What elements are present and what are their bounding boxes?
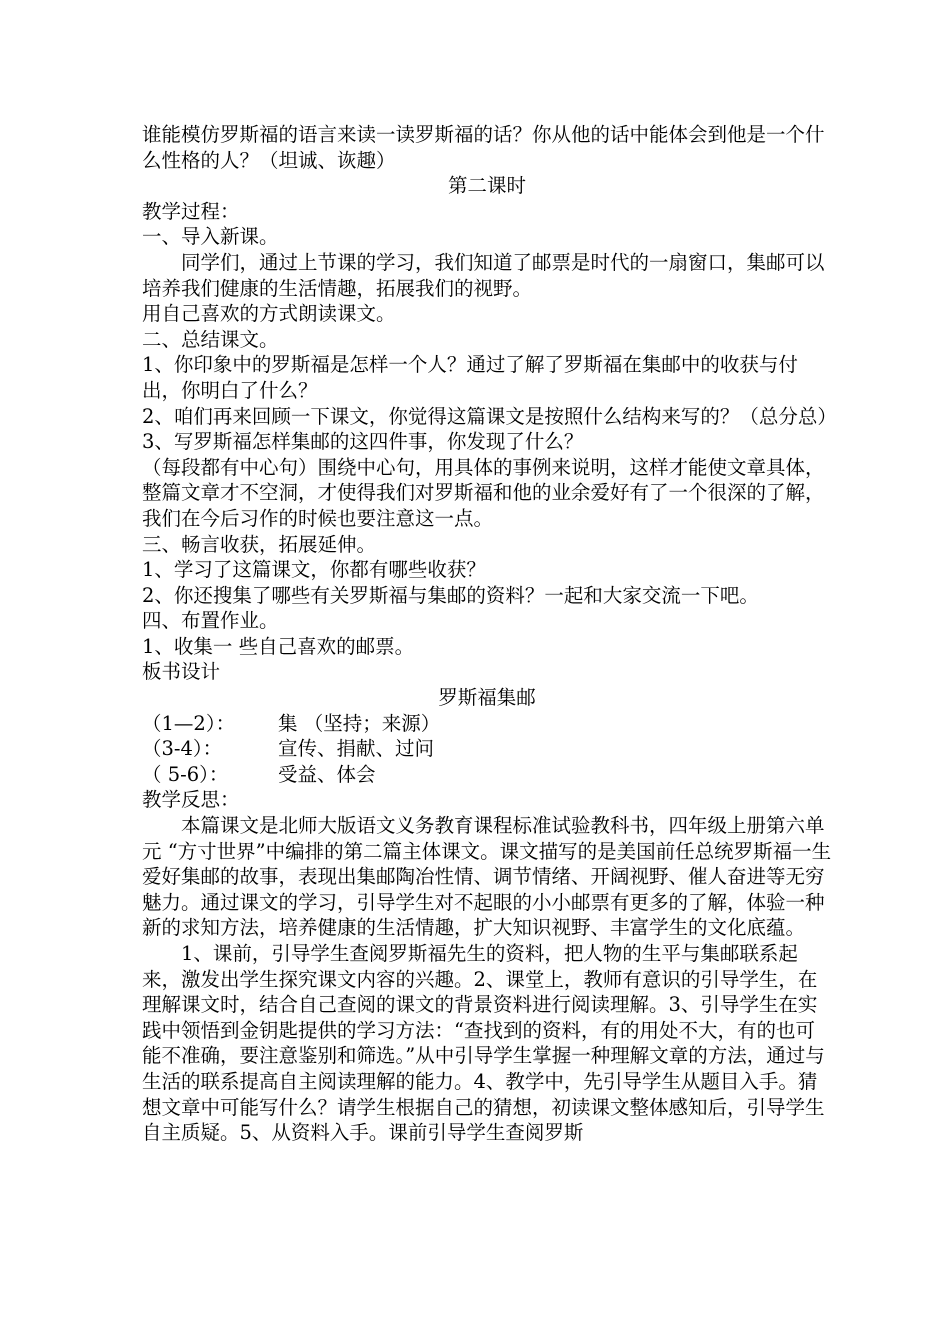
section-2-heading: 二、总结课文。 [142, 327, 279, 351]
reflection-heading: 教学反思： [142, 788, 240, 812]
intro-question: 谁能模仿罗斯福的语言来读一读罗斯福的话？你从他的话中能体会到他是一个什么性格的人？（坦诚、诙趣） [142, 123, 825, 172]
section-1-heading: 一、导入新课。 [142, 225, 279, 249]
section-2-answer-3: （每段都有中心句）围绕中心句，用具体的事例来说明，这样才能使文章具体，整篇文章才不空洞，才使得我们对罗斯福和他的业余爱好有了一个很深的了解，我们在今后习作的时候也要注意这一点。 [142, 455, 825, 530]
section-1-paragraph: 同学们，通过上节课的学习，我们知道了邮票是时代的一扇窗口，集邮可以培养我们健康的生活情趣，拓展我们的视野。 [142, 250, 825, 300]
board-row [142, 711, 832, 737]
section-2-question-3: 3、写罗斯福怎样集邮的这四件事，你发现了什么？ [142, 430, 584, 454]
reflection-paragraph-1: 本篇课文是北师大版语文义务教育课程标准试验教科书，四年级上册第六单元 “方寸世界”中编排的第二篇主体课文。课文描写的是美国前任总统罗斯福一生爱好集邮的故事，表现出集邮陶冶性情、调节情绪、开阔视野、催人奋进等无穷魅力。通过课文的学习，引导学生对不起眼的小小邮票有更多的了解，体验一种新的求知方法，培养健康的生活情趣，扩大知识视野、丰富学生的文化底蕴。 [142, 814, 832, 940]
section-1-reading-task: 用自己喜欢的方式朗读课文。 [142, 302, 396, 326]
section-3-question-2: 2、你还搜集了哪些有关罗斯福与集邮的资料？一起和大家交流一下吧。 [142, 583, 759, 607]
section-3-heading: 三、畅言收获，拓展延伸。 [142, 532, 377, 556]
board-row-content: 受益、体会 [278, 762, 376, 786]
board-row-content: 集 （坚持；来源） [278, 711, 441, 735]
board-row-label: （1—2）： [142, 711, 236, 735]
section-2-question-1: 1、你印象中的罗斯福是怎样一个人？通过了解了罗斯福在集邮中的收获与付出，你明白了什么？ [142, 353, 798, 402]
section-4-item-1: 1、收集一 些自己喜欢的邮票。 [142, 634, 415, 658]
board-row-label: （3-4）： [142, 737, 223, 761]
board-row-label: （ 5-6）： [142, 762, 229, 786]
section-2-question-2: 2、咱们再来回顾一下课文，你觉得这篇课文是按照什么结构来写的？（总分总） [142, 404, 837, 428]
section-3-question-1: 1、学习了这篇课文，你都有哪些收获？ [142, 558, 486, 582]
board-row-content: 宣传、捐献、过问 [278, 737, 435, 761]
document-page [142, 122, 837, 1146]
process-heading: 教学过程： [142, 199, 240, 223]
board-row [142, 736, 832, 762]
reflection-paragraph-2: 1、课前，引导学生查阅罗斯福先生的资料，把人物的生平与集邮联系起来，激发出学生探究课文内容的兴趣。2、课堂上，教师有意识的引导学生，在理解课文时，结合自己查阅的课文的背景资料进行阅读理解。3、引导学生在实践中领悟到金钥匙提供的学习方法：“查找到的资料，有的用处不大，有的也可能不准确，要注意鉴别和筛选。”从中引导学生掌握一种理解文章的方法，通过与生活的联系提高自主阅读理解的能力。4、教学中，先引导学生从题目入手。猜想文章中可能写什么？请学生根据自己的猜想，初读课文整体感知后，引导学生自主质疑。5、从资料入手。课前引导学生查阅罗斯 [142, 942, 825, 1145]
lesson-title: 第二课时 [447, 174, 526, 198]
board-title: 罗斯福集邮 [438, 686, 536, 710]
board-row [142, 762, 832, 788]
section-4-heading: 四、布置作业。 [142, 609, 279, 633]
board-design-heading: 板书设计 [142, 660, 221, 684]
